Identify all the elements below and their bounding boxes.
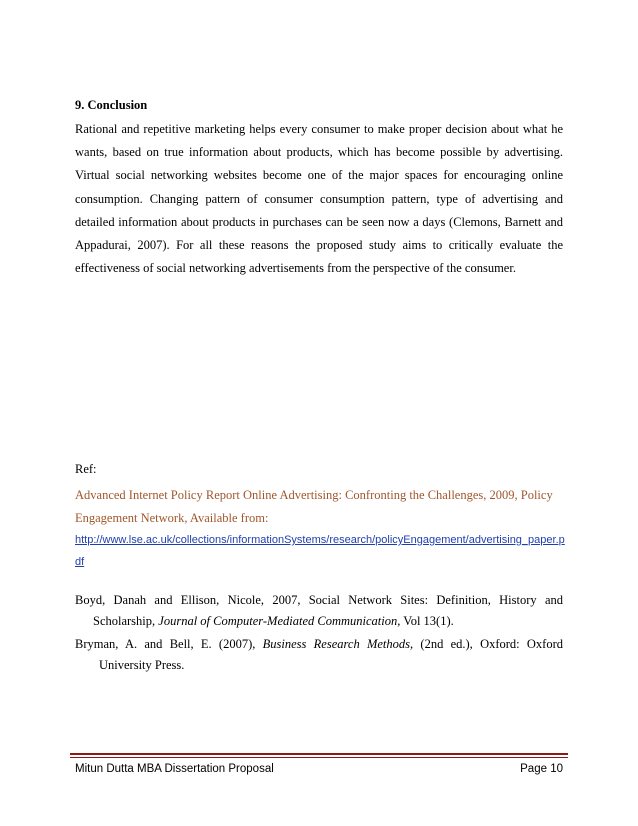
reference-3-suffix: (2nd ed.), Oxford: Oxford bbox=[413, 637, 564, 651]
reference-2-journal: Journal of Computer-Mediated Communication bbox=[158, 614, 398, 628]
footer-rule-thin bbox=[70, 757, 568, 758]
reference-3 bbox=[75, 634, 563, 676]
paragraph-line: consumption. Changing pattern of consumer consumption pattern, type of advertising and bbox=[75, 191, 563, 206]
reference-2-line-1: Boyd, Danah and Ellison, Nicole, 2007, Social Network Sites: Definition, History and bbox=[75, 593, 563, 607]
reference-2-suffix: , Vol 13(1). bbox=[397, 614, 454, 628]
paragraph-line: wants, based on true information about products, which has become possible by advertising. bbox=[75, 145, 563, 160]
reference-3-title: Business Research Methods, bbox=[262, 637, 414, 651]
footer-page-number: Page 10 bbox=[520, 763, 563, 775]
paragraph-line: Appadurai, 2007). For all these reasons the proposed study aims to critically evaluate the bbox=[75, 238, 563, 253]
reference-2-prefix: Scholarship, bbox=[93, 614, 159, 628]
reference-1-line-1: Advanced Internet Policy Report Online Advertising: Confronting the Challenges, 2009, Policy bbox=[75, 488, 553, 502]
paragraph-line: effectiveness of social networking advertisements from the perspective of the consumer. bbox=[75, 261, 516, 276]
conclusion-paragraph bbox=[75, 118, 563, 280]
paragraph-line: detailed information about products in purchases can be seen now a days (Clemons, Barnett and bbox=[75, 214, 563, 229]
section-heading: 9. Conclusion bbox=[75, 98, 148, 112]
reference-2-line-2 bbox=[75, 611, 563, 632]
footer-rule bbox=[70, 753, 568, 755]
reference-1-line-2: Engagement Network, Available from: bbox=[75, 511, 269, 525]
reference-2 bbox=[75, 590, 563, 632]
reference-3-prefix: Bryman, A. and Bell, E. (2007), bbox=[75, 637, 263, 651]
reference-1-text bbox=[75, 484, 565, 530]
references-label: Ref: bbox=[75, 462, 97, 476]
footer-title: Mitun Dutta MBA Dissertation Proposal bbox=[75, 763, 274, 775]
paragraph-line: Virtual social networking websites become one of the major spaces for encouraging online bbox=[75, 168, 563, 183]
reference-1-url-link[interactable]: http://www.lse.ac.uk/collections/informationSystems/research/policyEngagement/advertising_paper.pdf bbox=[75, 534, 565, 568]
paragraph-line: Rational and repetitive marketing helps every consumer to make proper decision about what he bbox=[75, 122, 563, 136]
reference-3-line-1 bbox=[75, 634, 563, 655]
reference-3-line-2: University Press. bbox=[99, 658, 185, 672]
